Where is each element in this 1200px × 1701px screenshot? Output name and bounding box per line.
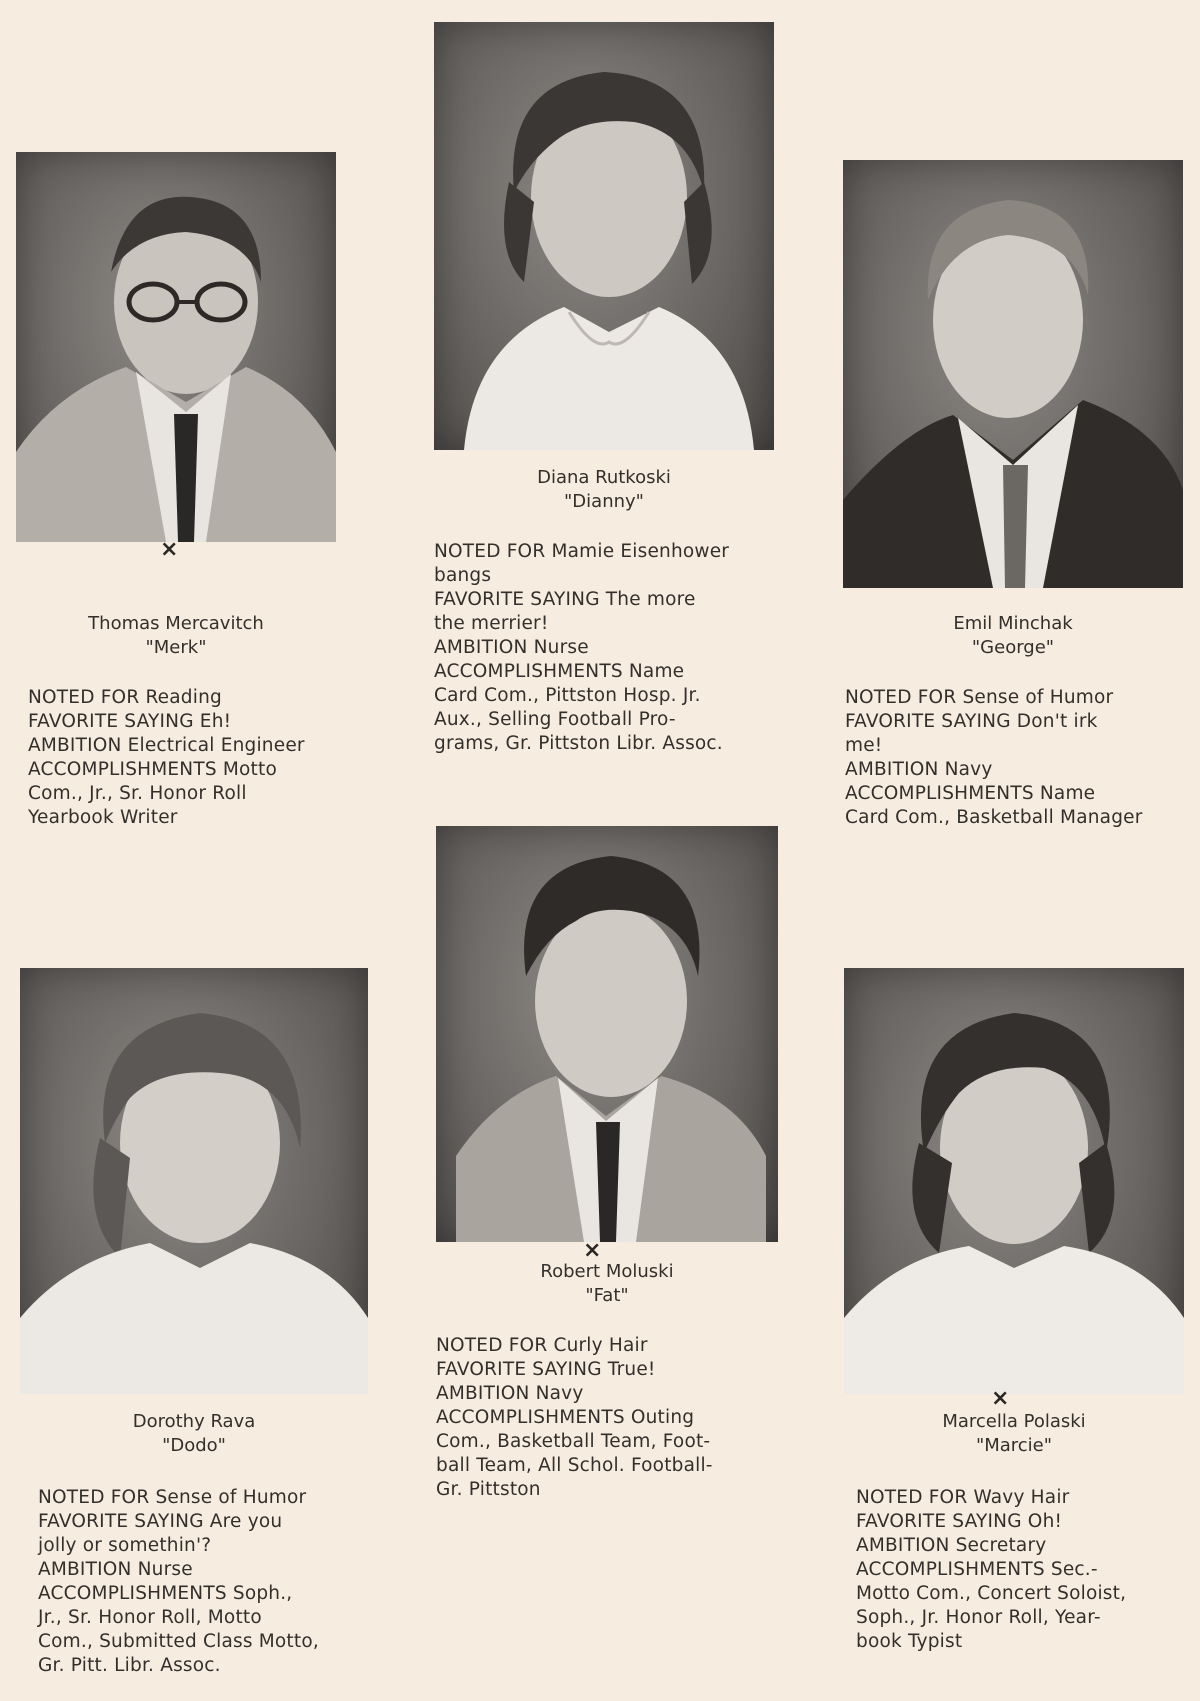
details-line: AMBITION Nurse [38, 1559, 193, 1580]
student-name: Marcella Polaski [942, 1411, 1086, 1432]
details-line: NOTED FOR Reading [28, 687, 222, 708]
details-line: AMBITION Nurse [434, 637, 589, 658]
details-line: the merrier! [434, 613, 549, 634]
details-line: Aux., Selling Football Pro- [434, 709, 676, 730]
student-nickname: "George" [971, 637, 1055, 658]
details-line: FAVORITE SAYING True! [436, 1359, 656, 1380]
details-line: ACCOMPLISHMENTS Outing [436, 1407, 695, 1428]
details-line: ACCOMPLISHMENTS Name [845, 783, 1096, 804]
details-line: Card Com., Basketball Manager [845, 807, 1143, 828]
details-line: ACCOMPLISHMENTS Name [434, 661, 685, 682]
details-line: AMBITION Electrical Engineer [28, 735, 305, 756]
details-line: FAVORITE SAYING Eh! [28, 711, 232, 732]
student-nickname: "Dodo" [162, 1435, 226, 1456]
details-line: Com., Submitted Class Motto, [38, 1631, 319, 1652]
details-line: NOTED FOR Sense of Humor [845, 687, 1114, 708]
portrait-boy-curly-hair-image [436, 826, 778, 1242]
student-name: Dorothy Rava [132, 1411, 256, 1432]
details-line: jolly or somethin'? [38, 1535, 212, 1556]
details-line: Yearbook Writer [28, 807, 178, 828]
details-line: ACCOMPLISHMENTS Motto [28, 759, 277, 780]
student-name: Emil Minchak [953, 613, 1073, 634]
details-robert-moluski [436, 1334, 786, 1502]
details-line: AMBITION Navy [436, 1383, 584, 1404]
details-line: Motto Com., Concert Soloist, [856, 1583, 1127, 1604]
caption-robert-moluski [436, 1260, 778, 1308]
details-line: Jr., Sr. Honor Roll, Motto [38, 1607, 262, 1628]
student-name: Diana Rutkoski [537, 467, 671, 488]
student-nickname: "Marcie" [975, 1435, 1053, 1456]
caption-diana-rutkoski [434, 466, 774, 514]
portrait-girl-wavy-hair-image [844, 968, 1184, 1394]
details-line: FAVORITE SAYING Are you [38, 1511, 283, 1532]
portrait-boy-dark-suit-image [843, 160, 1183, 588]
x-mark-marcella: × [991, 1386, 1010, 1411]
details-line: FAVORITE SAYING The more [434, 589, 696, 610]
details-line: me! [845, 735, 883, 756]
photo-marcella-polaski [844, 968, 1184, 1394]
photo-robert-moluski [436, 826, 778, 1242]
details-thomas-mercavitch [28, 686, 358, 830]
photo-dorothy-rava [20, 968, 368, 1394]
caption-emil-minchak [843, 612, 1183, 660]
portrait-girl-image [434, 22, 774, 450]
photo-emil-minchak [843, 160, 1183, 588]
student-nickname: "Fat" [585, 1285, 629, 1306]
details-line: FAVORITE SAYING Oh! [856, 1511, 1063, 1532]
caption-thomas-mercavitch [16, 612, 336, 660]
details-diana-rutkoski [434, 540, 784, 756]
portrait-boy-glasses-image [16, 152, 336, 542]
details-line: Gr. Pittston [436, 1479, 541, 1500]
details-line: Soph., Jr. Honor Roll, Year- [856, 1607, 1101, 1628]
student-name: Thomas Mercavitch [88, 613, 264, 634]
details-line: Com., Basketball Team, Foot- [436, 1431, 711, 1452]
details-line: AMBITION Navy [845, 759, 993, 780]
details-line: book Typist [856, 1631, 963, 1652]
details-line: AMBITION Secretary [856, 1535, 1047, 1556]
details-line: bangs [434, 565, 492, 586]
x-mark-robert: × [583, 1238, 602, 1263]
details-dorothy-rava [38, 1486, 383, 1678]
details-line: NOTED FOR Curly Hair [436, 1335, 648, 1356]
student-nickname: "Merk" [145, 637, 207, 658]
caption-dorothy-rava [20, 1410, 368, 1458]
caption-marcella-polaski [844, 1410, 1184, 1458]
details-line: NOTED FOR Sense of Humor [38, 1487, 307, 1508]
details-line: ball Team, All Schol. Football- [436, 1455, 713, 1476]
student-name: Robert Moluski [540, 1261, 674, 1282]
details-line: NOTED FOR Wavy Hair [856, 1487, 1070, 1508]
portrait-girl-smiling-image [20, 968, 368, 1394]
x-mark-thomas: × [160, 537, 179, 562]
details-emil-minchak [845, 686, 1190, 830]
details-line: Com., Jr., Sr. Honor Roll [28, 783, 247, 804]
details-line: ACCOMPLISHMENTS Soph., [38, 1583, 293, 1604]
details-line: NOTED FOR Mamie Eisenhower [434, 541, 730, 562]
details-line: ACCOMPLISHMENTS Sec.- [856, 1559, 1098, 1580]
details-line: grams, Gr. Pittston Libr. Assoc. [434, 733, 723, 754]
details-marcella-polaski [856, 1486, 1191, 1654]
details-line: Gr. Pitt. Libr. Assoc. [38, 1655, 221, 1676]
details-line: Card Com., Pittston Hosp. Jr. [434, 685, 701, 706]
photo-diana-rutkoski [434, 22, 774, 450]
student-nickname: "Dianny" [564, 491, 644, 512]
photo-thomas-mercavitch [16, 152, 336, 542]
details-line: FAVORITE SAYING Don't irk [845, 711, 1098, 732]
